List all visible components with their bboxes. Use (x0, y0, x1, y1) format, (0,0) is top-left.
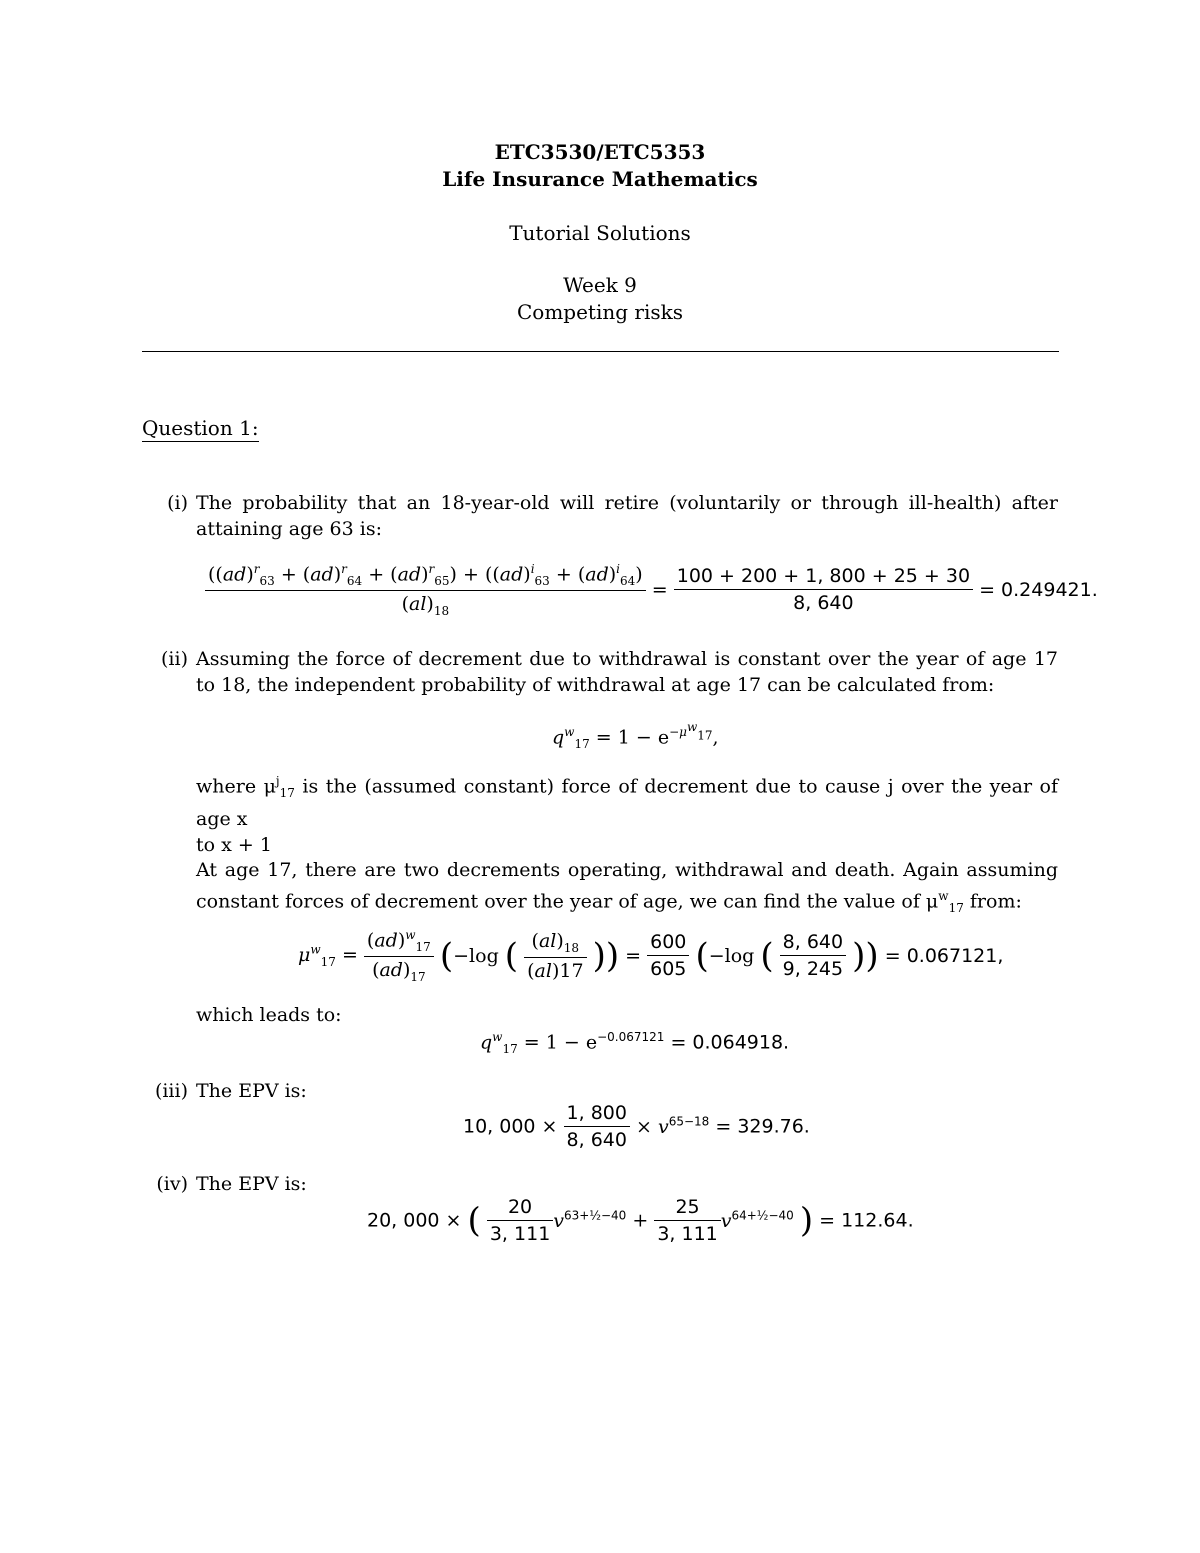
equation-iv: 20, 000 × ( $\frac{20}{3, 111}$ $v^{63+\frac{1}{2}-40}$ + $\frac{25}{3, 111}$ $v^{64+\frac{1}{2}-40}$ ) = 112.64. (367, 1196, 914, 1245)
where-paragraph: where $\mu^j_{17}$ is the (assumed constant) force of decrement due to cause j over the year of age x to x + 1 (196, 774, 1058, 857)
equation-iii: 10, 000 × $\frac{1, 800}{8, 640}$ × $v^{65-18} = 329.76$. (463, 1102, 810, 1151)
part-ii-text: Assuming the force of decrement due to withdrawal is constant over the year of age 17 to 18, the independent probability of withdrawal at age 17 can be calculated from: (196, 648, 1058, 696)
course-title: Life Insurance Mathematics (442, 167, 758, 191)
part-iv-text: The EPV is: (196, 1173, 307, 1195)
part-label-i: (i) (167, 492, 188, 514)
equation-i-values-fraction: $\frac{100 + 200 + 1, 800 + 25 + 30}{8, 640}$ (674, 565, 973, 614)
equation-q17-result: $q^w_{17} = 1 - e^{-0.067121} = 0.064918$. (480, 1030, 790, 1057)
topic-title: Competing risks (516, 300, 684, 324)
equation-i: $\frac{((ad)^r_{63} + (ad)^r_{64} + (ad)^r_{65}) + ((ad)^i_{63} + (ad)^i_{64})}{(al)_{18}}$ = $\frac{100 + 200 + 1, 800 + 25 + 30}{8, 640}$ = 0.249421. (205, 562, 1098, 618)
part-label-ii: (ii) (161, 648, 188, 670)
document-type: Tutorial Solutions (509, 221, 691, 245)
equation-q17-exp: $q^w_{17} = 1 - e^{-\mu^w_{17}}$, (552, 720, 719, 752)
equation-i-result: = 0.249421. (979, 578, 1098, 601)
equation-mu17: $\mu^w_{17}$ = $\frac{(ad)^w_{17}}{(ad)_{17}}$ (−log ( $\frac{(al)_{18}}{(al)17}$ )) = $\frac{600}{605}$ (−log ( $\frac{8, 640}{9, 245}$ )) = 0.067121, (298, 928, 1004, 984)
part-ii-paragraph-2: At age 17, there are two decrements operating, withdrawal and death. Again assuming constant forces of decrement over the year of age, we can find the value of $\mu^w_{17}$ from: (196, 859, 1058, 916)
course-code: ETC3530/ETC5353 (494, 140, 706, 164)
horizontal-rule (142, 351, 1059, 352)
part-label-iii: (iii) (154, 1080, 188, 1102)
question-heading: Question 1: (142, 416, 259, 440)
part-label-iv: (iv) (156, 1173, 188, 1195)
week-label: Week 9 (563, 273, 637, 297)
equation-i-lhs-fraction: $\frac{((ad)^r_{63} + (ad)^r_{64} + (ad)^r_{65}) + ((ad)^i_{63} + (ad)^i_{64})}{(al)_{18}}$ (205, 562, 646, 618)
part-iii-text: The EPV is: (196, 1080, 307, 1102)
leads-to-text: which leads to: (196, 1004, 342, 1026)
part-i-text: The probability that an 18-year-old will retire (voluntarily or through ill-health) after attaining age 63 is: (196, 492, 1058, 540)
